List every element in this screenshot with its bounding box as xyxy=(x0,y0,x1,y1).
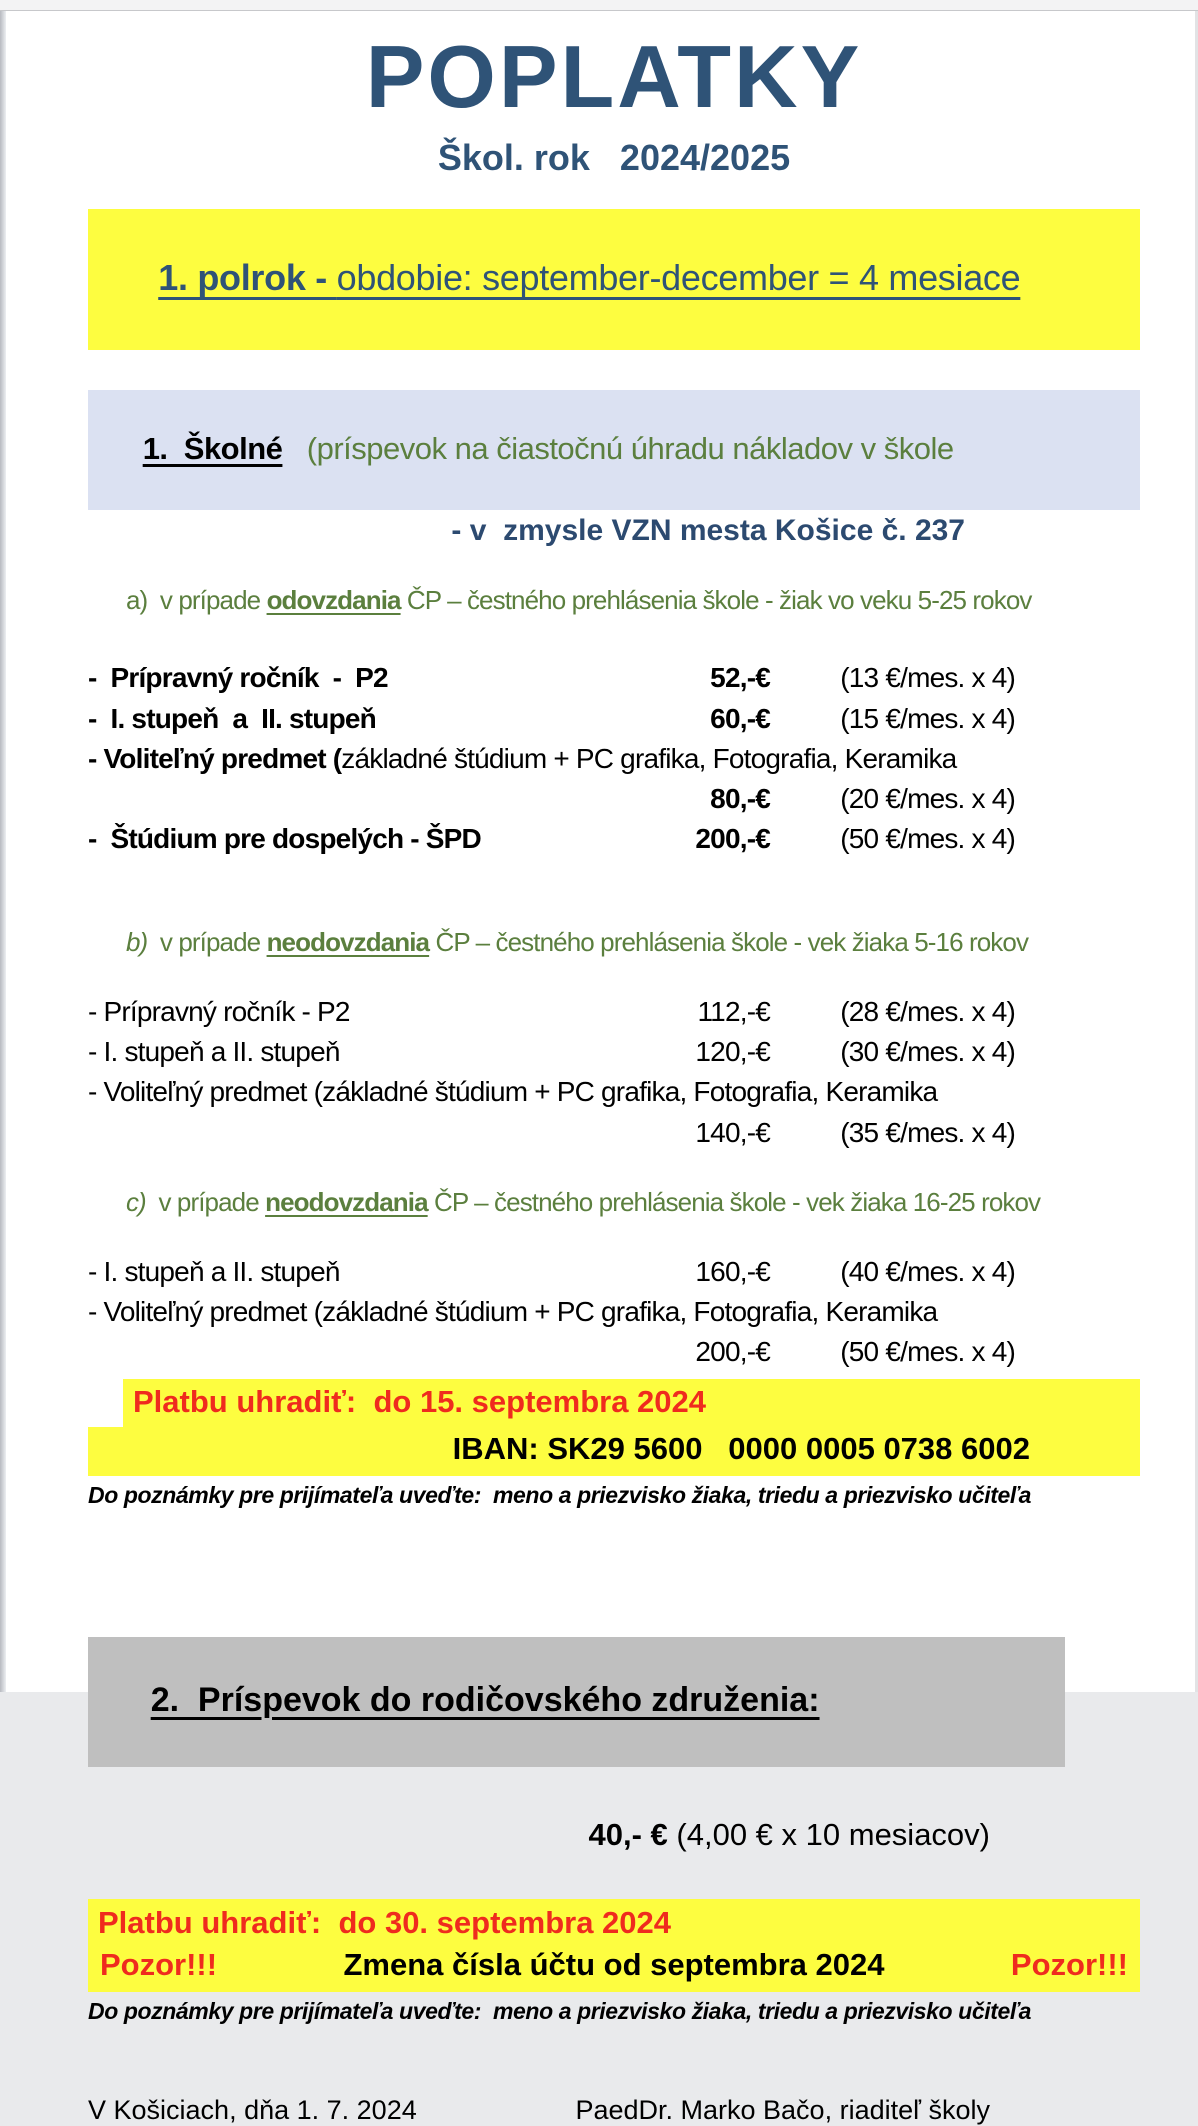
section1-heading: 1. Školné xyxy=(142,431,283,467)
semester-banner xyxy=(88,209,1140,350)
section1-heading-note: (príspevok na čiastočnú úhradu nákladov v škole xyxy=(282,431,954,467)
fee-amount: 140,-€ xyxy=(695,1116,770,1148)
fee-label: - I. stupeň a II. stupeň xyxy=(88,1036,340,1068)
fee-monthly: (20 €/mes. x 4) xyxy=(840,782,1015,814)
payment-deadline-2: Platbu uhradiť: do 30. septembra 2024 xyxy=(88,1899,1140,1944)
footer-signature: PaedDr. Marko Bačo, riaditeľ školy xyxy=(575,2095,990,2126)
payment-note-1: Do poznámky pre prijímateľa uveďte: meno a priezvisko žiaka, triedu a priezvisko učiteľa xyxy=(88,1482,1031,1509)
fee-monthly: (50 €/mes. x 4) xyxy=(840,1336,1015,1368)
case-c-keyword: neodovzdania xyxy=(265,1186,428,1217)
section2-heading: 2. Príspevok do rodičovského združenia: xyxy=(150,1681,820,1720)
account-change-warning xyxy=(88,1944,1140,1992)
document-title: POPLATKY xyxy=(365,27,863,126)
section2-amount: 40,- € xyxy=(588,1817,668,1853)
section2-heading-bar xyxy=(88,1637,1065,1767)
fee-amount: 112,-€ xyxy=(697,996,770,1028)
fee-label: - I. stupeň a II. stupeň xyxy=(88,702,376,734)
fee-label-bold: - Voliteľný predmet ( xyxy=(88,742,342,774)
semester-banner-bold: 1. polrok - xyxy=(158,257,337,299)
fee-monthly: (28 €/mes. x 4) xyxy=(840,996,1015,1028)
viewer-top-edge xyxy=(0,0,1198,11)
case-c-pre: v prípade xyxy=(145,1186,266,1217)
fee-amount: 200,-€ xyxy=(695,1336,770,1368)
fee-label: - Prípravný ročník - P2 xyxy=(88,662,388,694)
case-b-letter: b) xyxy=(125,927,148,958)
semester-banner-text xyxy=(158,257,1020,298)
payment-note-2: Do poznámky pre prijímateľa uveďte: meno a priezvisko žiaka, triedu a priezvisko učiteľa xyxy=(88,1998,1031,2025)
fee-label: - Voliteľný predmet (základné štúdium + PC grafika, Fotografia, Keramika xyxy=(88,1076,938,1108)
section2-amount-line xyxy=(88,1781,1140,1889)
account-change-text: Zmena čísla účtu od septembra 2024 xyxy=(343,1947,885,1983)
section1-heading-bar xyxy=(88,390,1140,510)
fee-row xyxy=(88,661,1140,695)
fee-monthly: (15 €/mes. x 4) xyxy=(840,702,1015,734)
fee-row xyxy=(88,1255,1140,1289)
fee-label-rest: základné štúdium + PC grafika, Fotografia, Keramika xyxy=(341,742,957,774)
case-a-letter: a) xyxy=(125,585,148,616)
fee-label: - Voliteľný predmet (základné štúdium + PC grafika, Fotografia, Keramika xyxy=(88,1295,938,1327)
fee-amount: 52,-€ xyxy=(710,662,770,694)
fee-label xyxy=(88,782,645,816)
case-a-post: ČP – čestného prehlásenia škole - žiak vo veku 5-25 rokov xyxy=(400,585,1032,616)
fee-amount: 60,-€ xyxy=(710,702,770,734)
iban-line: IBAN: SK29 5600 0000 0005 0738 6002 xyxy=(88,1427,1140,1476)
footer-place-date: V Košiciach, dňa 1. 7. 2024 xyxy=(88,2095,417,2126)
fee-row xyxy=(88,1035,1140,1069)
pozor-right: Pozor!!! xyxy=(1010,1947,1128,1983)
pozor-left: Pozor!!! xyxy=(100,1947,218,1983)
fee-monthly: (40 €/mes. x 4) xyxy=(840,1255,1015,1287)
fee-label: - Prípravný ročník - P2 xyxy=(88,996,350,1028)
vzn-reference-line: - v zmysle VZN mesta Košice č. 237 xyxy=(451,514,965,548)
fee-row xyxy=(88,782,1140,816)
fee-row xyxy=(88,1116,1140,1150)
case-a-line xyxy=(88,554,1140,647)
case-b-line xyxy=(88,896,1140,989)
spacer xyxy=(88,856,1140,890)
section2-amount-detail: (4,00 € x 10 mesiacov) xyxy=(667,1817,990,1853)
fee-amount: 120,-€ xyxy=(695,1036,770,1068)
case-c-letter: c) xyxy=(125,1186,146,1217)
viewer-left-edge xyxy=(0,11,6,1692)
payment-deadline-1: Platbu uhradiť: do 15. septembra 2024 xyxy=(123,1379,1140,1427)
document-content xyxy=(88,11,1140,2126)
fee-monthly: (13 €/mes. x 4) xyxy=(840,662,1015,694)
case-c-post: ČP – čestného prehlásenia škole - vek žiaka 16-25 rokov xyxy=(427,1186,1041,1217)
fee-monthly: (50 €/mes. x 4) xyxy=(840,823,1015,855)
fee-amount: 160,-€ xyxy=(695,1255,770,1287)
fee-label: - Štúdium pre dospelých - ŠPD xyxy=(88,823,481,855)
case-b-post: ČP – čestného prehlásenia škole - vek žiaka 5-16 rokov xyxy=(429,927,1029,958)
fee-row xyxy=(88,995,1140,1029)
fee-monthly: (30 €/mes. x 4) xyxy=(840,1036,1015,1068)
document-footer xyxy=(88,2095,1140,2126)
semester-banner-rest: obdobie: september-december = 4 mesiace xyxy=(336,257,1021,299)
fee-label: - I. stupeň a II. stupeň xyxy=(88,1255,340,1287)
fee-amount: 80,-€ xyxy=(710,782,770,814)
case-b-keyword: neodovzdania xyxy=(266,927,430,958)
fee-row xyxy=(88,1295,1140,1329)
fee-monthly: (35 €/mes. x 4) xyxy=(840,1116,1015,1148)
fee-label xyxy=(88,1116,645,1150)
fee-label xyxy=(88,742,1140,776)
case-a-keyword: odovzdania xyxy=(266,585,401,616)
fee-row xyxy=(88,1075,1140,1109)
fee-row xyxy=(88,742,1140,776)
fee-label xyxy=(88,1335,645,1369)
fee-row xyxy=(88,1335,1140,1369)
case-c-line xyxy=(88,1156,1140,1249)
fee-amount: 200,-€ xyxy=(695,823,770,855)
fee-row xyxy=(88,822,1140,856)
case-b-pre: v prípade xyxy=(147,927,267,958)
fee-row xyxy=(88,702,1140,736)
school-year-subtitle: Škol. rok 2024/2025 xyxy=(437,137,791,179)
case-a-pre: v prípade xyxy=(147,585,267,616)
